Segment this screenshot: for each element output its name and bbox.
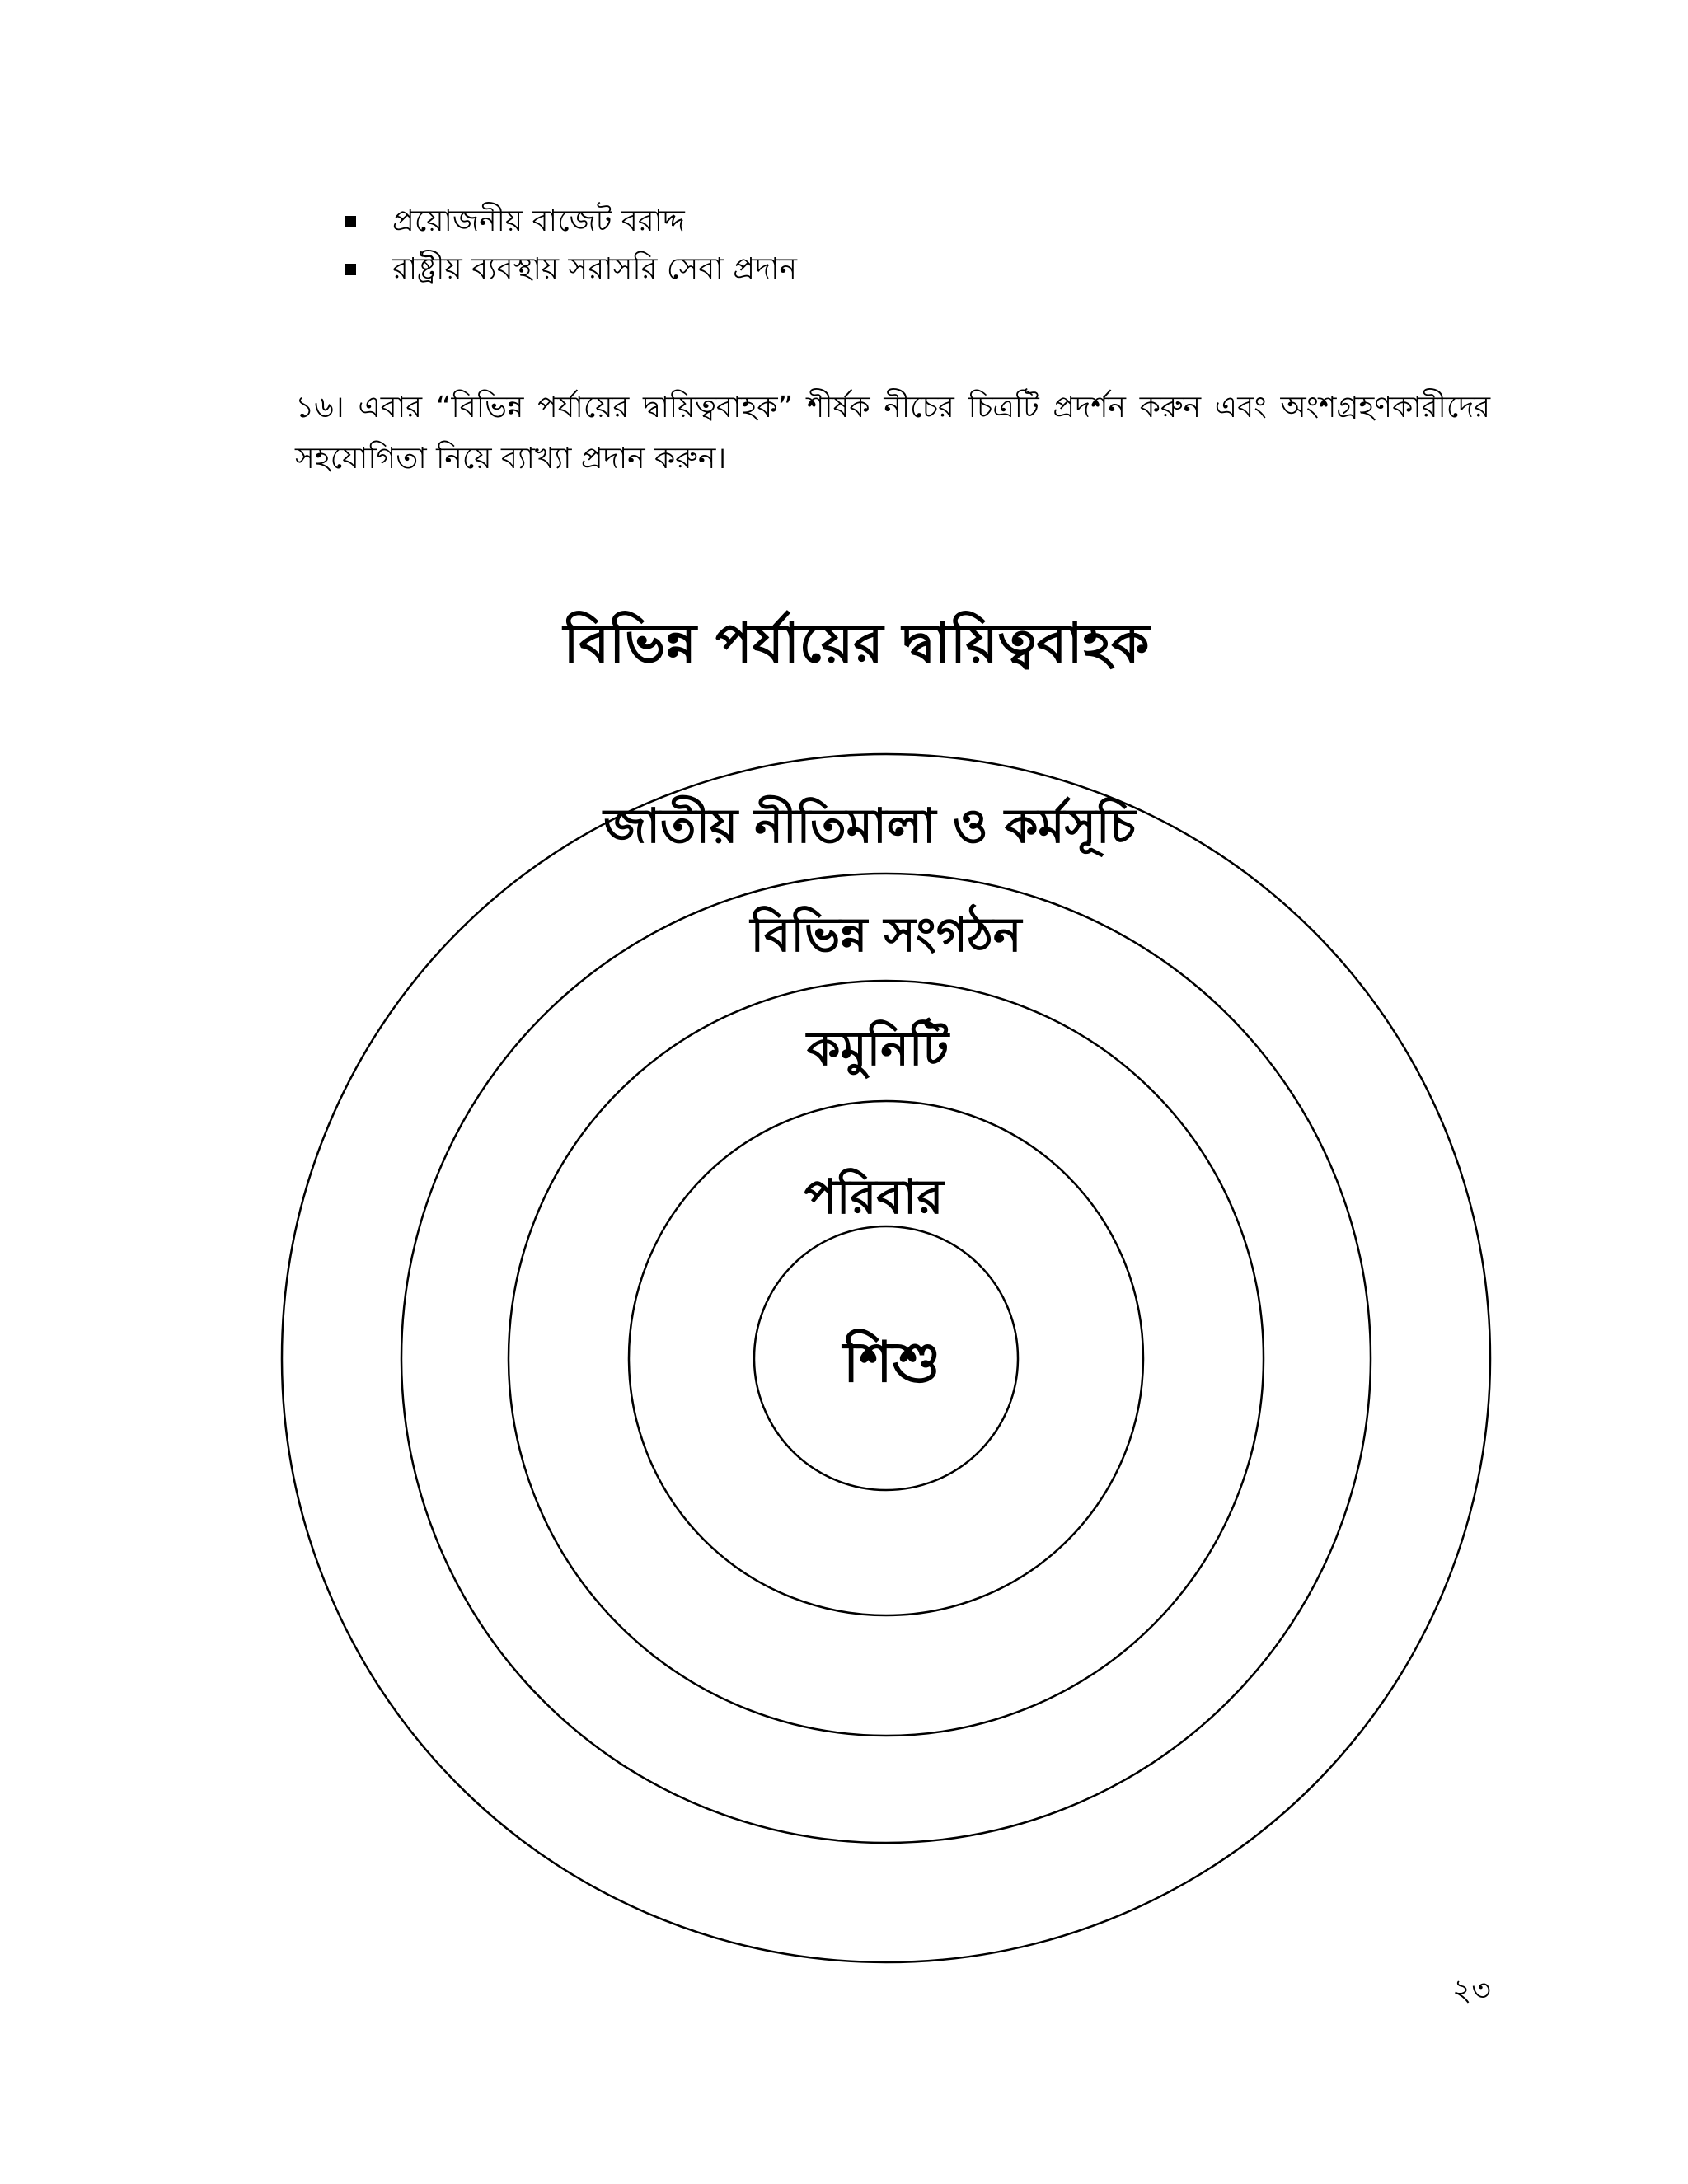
bullet-text: রাষ্ট্রীয় ব্যবস্থায় সরাসরি সেবা প্রদান bbox=[392, 252, 797, 286]
ring-label-national: জাতীয় নীতিমালা ও কর্মসূচি bbox=[603, 798, 1136, 854]
ring-label-community: কমুনিটি bbox=[806, 1020, 950, 1076]
ring-label-family: পরিবার bbox=[804, 1169, 944, 1225]
page-number: ২৩ bbox=[1452, 1974, 1491, 2008]
instruction-paragraph: ১৬। এবার “বিভিন্ন পর্যায়ের দ্বায়িত্ববাহক” শীর্ষক নীচের চিত্রটি প্রদর্শন করুন এবং অংশগ্রহণকারীদের সহযোগিতা নিয়ে ব্যাখ্যা প্রদান করুন। bbox=[295, 391, 1490, 476]
bullet-text: প্রয়োজনীয় বাজেট বরাদ্দ bbox=[392, 204, 685, 238]
diagram-title: বিভিন্ন পর্যায়ের দ্বায়িত্ববাহক bbox=[563, 612, 1150, 675]
ring-label-organizations: বিভিন্ন সংগঠন bbox=[750, 907, 1022, 963]
ring-label-child: শিশু bbox=[842, 1330, 941, 1395]
